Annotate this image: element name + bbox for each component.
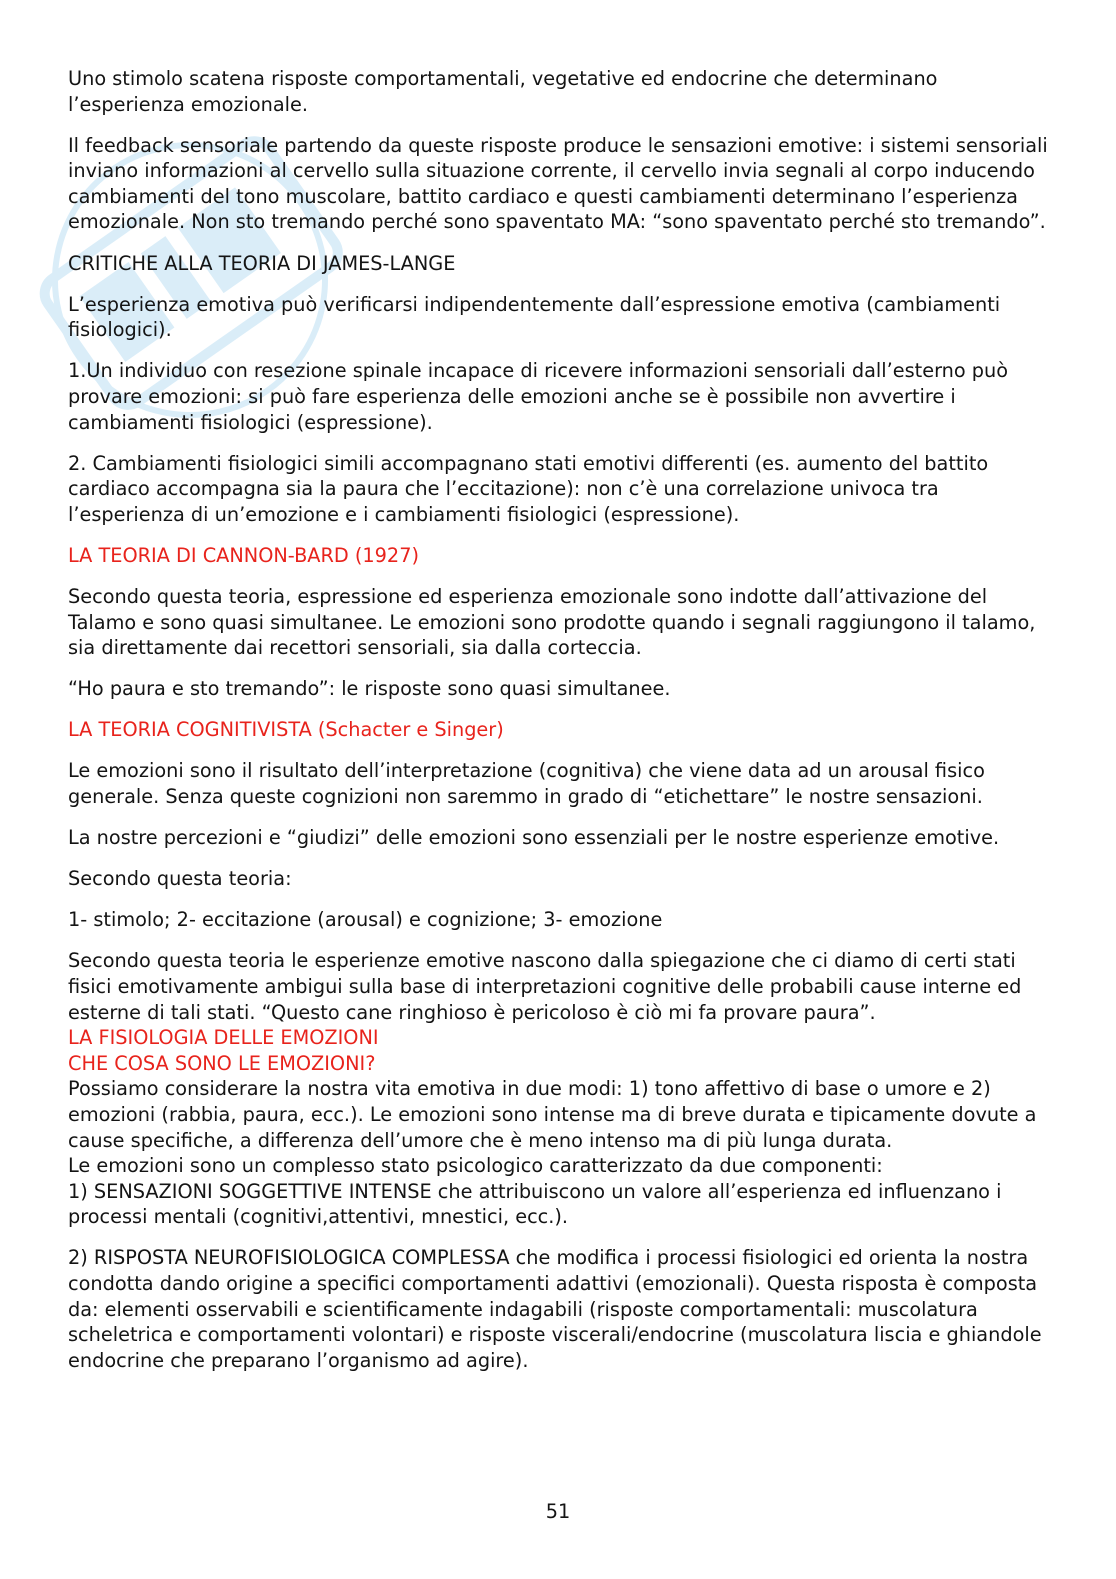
- paragraph: Secondo questa teoria le esperienze emotive nascono dalla spiegazione che ci diamo di certi stati fisici emotivamente ambigui sulla base di interpretazioni cognitive delle probabili cause interne ed esterne di tali stati. “Questo cane ringhioso è pericoloso è ciò mi fa provare paura”.: [68, 949, 1022, 1024]
- paragraph: “Ho paura e sto tremando”: le risposte sono quasi simultanee.: [68, 677, 671, 701]
- paragraph: Secondo questa teoria, espressione ed esperienza emozionale sono indotte dall’attivazione del Talamo e sono quasi simultanee. Le emozioni sono prodotte quando i segnali raggiungono il talamo, sia direttamente dai recettori sensoriali, sia dalla corteccia.: [68, 585, 1036, 660]
- paragraph: Possiamo considerare la nostra vita emotiva in due modi: 1) tono affettivo di base o umore e 2) emozioni (rabbia, paura, ecc.). Le emozioni sono intense ma di breve durata e tipicamente dovute a cause specifiche, a differenza dell’umore che è meno intenso ma di più lunga durata.: [68, 1077, 1037, 1152]
- paragraph: 1- stimolo; 2- eccitazione (arousal) e cognizione; 3- emozione: [68, 908, 663, 932]
- paragraph: Le emozioni sono un complesso stato psicologico caratterizzato da due componenti:: [68, 1154, 883, 1178]
- paragraph: L’esperienza emotiva può verificarsi indipendentemente dall’espressione emotiva (cambiamenti fisiologici).: [68, 292, 1001, 342]
- paragraph: 2) RISPOSTA NEUROFISIOLOGICA COMPLESSA che modifica i processi fisiologici ed orienta la nostra condotta dando origine a specifici comportamenti adattivi (emozionali). Questa risposta è composta da: elementi osservabili e scientificamente indagabili (risposte comportamentali: muscolatura scheletrica e comportamenti volontari) e risposte viscerali/endocrine (muscolatura liscia e ghiandole endocrine che preparano l’organismo ad agire).: [68, 1246, 1042, 1372]
- document-body: [68, 66, 1050, 1389]
- paragraph: 1.Un individuo con resezione spinale incapace di ricevere informazioni sensoriali dall’esterno può provare emozioni: si può fare esperienza delle emozioni anche se è possibile non avvertire i cambiamenti fisiologici (espressione).: [68, 359, 1009, 434]
- paragraph: 2. Cambiamenti fisiologici simili accompagnano stati emotivi differenti (es. aumento del battito cardiaco accompagna sia la paura che l’eccitazione): non c’è una correlazione univoca tra l’esperienza di un’emozione e i cambiamenti fisiologici (espressione).: [68, 451, 989, 526]
- page-number: 51: [545, 1500, 571, 1523]
- paragraph: La nostre percezioni e “giudizi” delle emozioni sono essenziali per le nostre esperienze emotive.: [68, 826, 1000, 850]
- section-heading: CRITICHE ALLA TEORIA DI JAMES-LANGE: [68, 251, 456, 275]
- paragraph: Uno stimolo scatena risposte comportamentali, vegetative ed endocrine che determinano l’esperienza emozionale.: [68, 67, 938, 116]
- paragraph: Secondo questa teoria:: [68, 867, 292, 891]
- paragraph: Le emozioni sono il risultato dell’interpretazione (cognitiva) che viene data ad un arousal fisico generale. Senza queste cognizioni non saremmo in grado di “etichettare” le nostre sensazioni.: [68, 759, 985, 809]
- section-heading: LA FISIOLOGIA DELLE EMOZIONI: [68, 1026, 379, 1050]
- section-heading: LA TEORIA COGNITIVISTA (Schacter e Singer): [68, 718, 504, 742]
- paragraph: Il feedback sensoriale partendo da queste risposte produce le sensazioni emotive: i sistemi sensoriali inviano informazioni al cervello sulla situazione corrente, il cervello invia segnali al corpo inducendo cambiamenti del tono muscolare, battito cardiaco e questi cambiamenti determinano l’esperienza emozionale. Non sto tremando perché sono spaventato MA: “sono spaventato perché sto tremando”.: [68, 133, 1048, 234]
- paragraph: 1) SENSAZIONI SOGGETTIVE INTENSE che attribuiscono un valore all’esperienza ed influenzano i processi mentali (cognitivi,attentivi, mnestici, ecc.).: [68, 1179, 1002, 1229]
- section-heading: CHE COSA SONO LE EMOZIONI?: [68, 1051, 376, 1075]
- section-heading: LA TEORIA DI CANNON-BARD (1927): [68, 543, 419, 567]
